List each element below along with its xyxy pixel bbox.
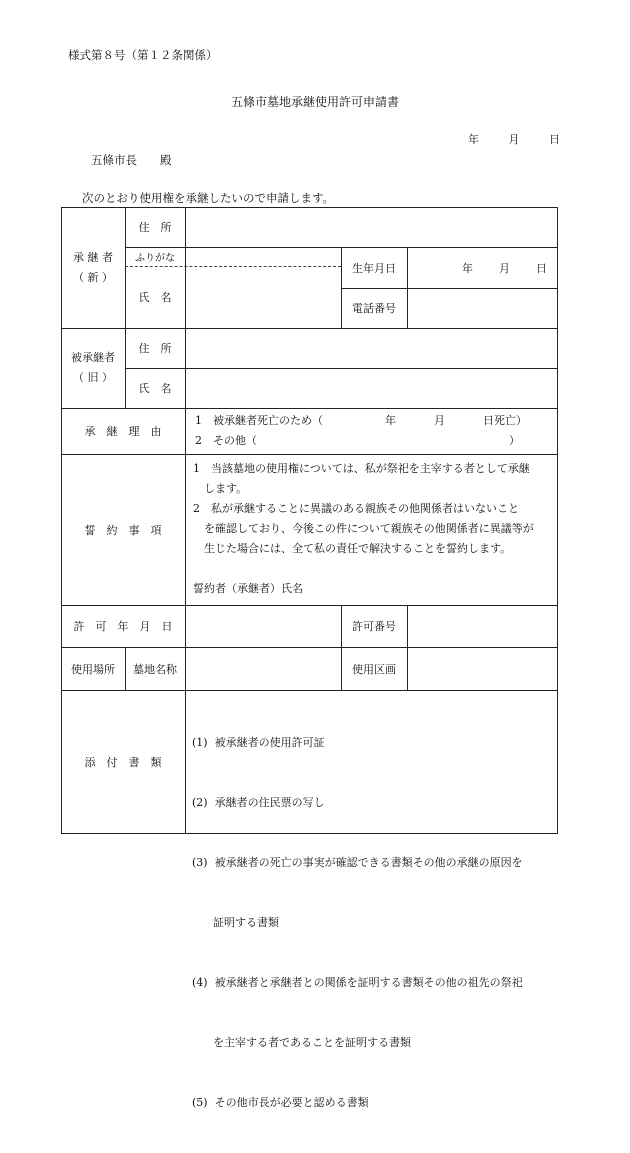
reason-option-death[interactable]: 1 被承継者死亡のため（ 年 月 日死亡） <box>195 414 527 427</box>
pledge-line: 生じた場合には、全て私の責任で解決することを誓約します。 <box>193 542 512 555</box>
pledge-label: 誓 約 事 項 <box>84 523 162 537</box>
pledge-line: 1 当該墓地の使用権については、私が祭祀を主宰する者として承継 <box>193 462 530 475</box>
permit-number-field[interactable] <box>408 606 557 647</box>
birth-day: 日 <box>536 261 547 275</box>
successor-name-field[interactable] <box>186 267 341 328</box>
successor-furigana-field[interactable] <box>186 247 341 266</box>
attachment-item: (3) 被承継者の死亡の事実が確認できる書類その他の承継の原因を <box>192 856 523 869</box>
phone-label: 電話番号 <box>352 302 396 315</box>
successor-address-label: 住 所 <box>138 221 172 234</box>
pledge-line: を確認しており、今後この件について親族その他関係者に異議等が <box>193 522 534 535</box>
attachment-item: (2) 承継者の住民票の写し <box>192 796 325 809</box>
pledge-line: します。 <box>193 482 248 495</box>
birth-year: 年 <box>462 261 473 275</box>
phone-field[interactable] <box>408 289 557 328</box>
permit-number-label: 許可番号 <box>352 620 396 633</box>
cemetery-name-field[interactable] <box>186 648 341 690</box>
reason-label: 承 継 理 由 <box>84 425 162 438</box>
pledge-line: 2 私が承継することに異議のある親族その他関係者はいないこと <box>193 502 519 515</box>
predecessor-name-field[interactable] <box>186 369 557 408</box>
permit-date-field[interactable] <box>186 606 341 647</box>
usage-section-label: 使用区画 <box>352 662 396 676</box>
usage-place-label: 使用場所 <box>71 662 115 676</box>
date-day: 日 <box>549 133 560 146</box>
attachments-list <box>192 693 554 1153</box>
attachments-label: 添 付 書 類 <box>84 755 162 769</box>
reason-options <box>195 411 550 451</box>
addressee: 五條市長 殿 <box>91 153 172 167</box>
pledge-signer[interactable]: 誓約者（承継者）氏名 <box>193 582 303 595</box>
intro-text: 次のとおり使用権を承継したいので申請します。 <box>82 191 335 205</box>
successor-header <box>61 207 125 328</box>
birthdate-field[interactable] <box>408 247 557 288</box>
predecessor-address-label: 住 所 <box>138 342 172 355</box>
permit-date-label: 許 可 年 月 日 <box>73 620 173 633</box>
reason-option-other[interactable]: 2 その他（ ） <box>195 434 520 447</box>
attachment-item: (4) 被承継者と承継者との関係を証明する書類その他の祖先の祭祀 <box>192 976 523 989</box>
application-form-table <box>61 207 558 1109</box>
date-month: 月 <box>508 133 520 146</box>
attachment-item: (1) 被承継者の使用許可証 <box>192 736 325 749</box>
successor-address-field[interactable] <box>186 207 557 247</box>
predecessor-header-line1: 被承継者 <box>71 351 115 364</box>
document-title: 五條市墓地承継使用許可申請書 <box>230 95 399 109</box>
usage-section-field[interactable] <box>408 648 557 690</box>
successor-furigana-label: ふりがな <box>135 253 175 264</box>
attachment-item: を主宰する者であることを証明する書類 <box>192 1036 411 1049</box>
predecessor-name-label: 氏 名 <box>138 382 172 395</box>
cemetery-name-label: 墓地名称 <box>133 662 177 676</box>
successor-header-line1: 承 継 者 <box>73 250 113 264</box>
attachment-item: 証明する書類 <box>192 916 279 929</box>
attachment-item: (5) その他市長が必要と認める書類 <box>192 1096 369 1109</box>
predecessor-header <box>61 328 125 408</box>
pledge-text <box>193 459 553 599</box>
application-date <box>468 131 560 147</box>
form-number: 様式第８号（第１２条関係） <box>68 48 218 62</box>
birthdate-label: 生年月日 <box>352 261 396 275</box>
predecessor-address-field[interactable] <box>186 329 557 368</box>
date-year: 年 <box>468 133 479 146</box>
successor-header-line2: （ 新 ） <box>73 270 113 284</box>
successor-name-label: 氏 名 <box>138 291 172 304</box>
birth-month: 月 <box>499 261 510 275</box>
predecessor-header-line2: （ 旧 ） <box>73 371 113 384</box>
